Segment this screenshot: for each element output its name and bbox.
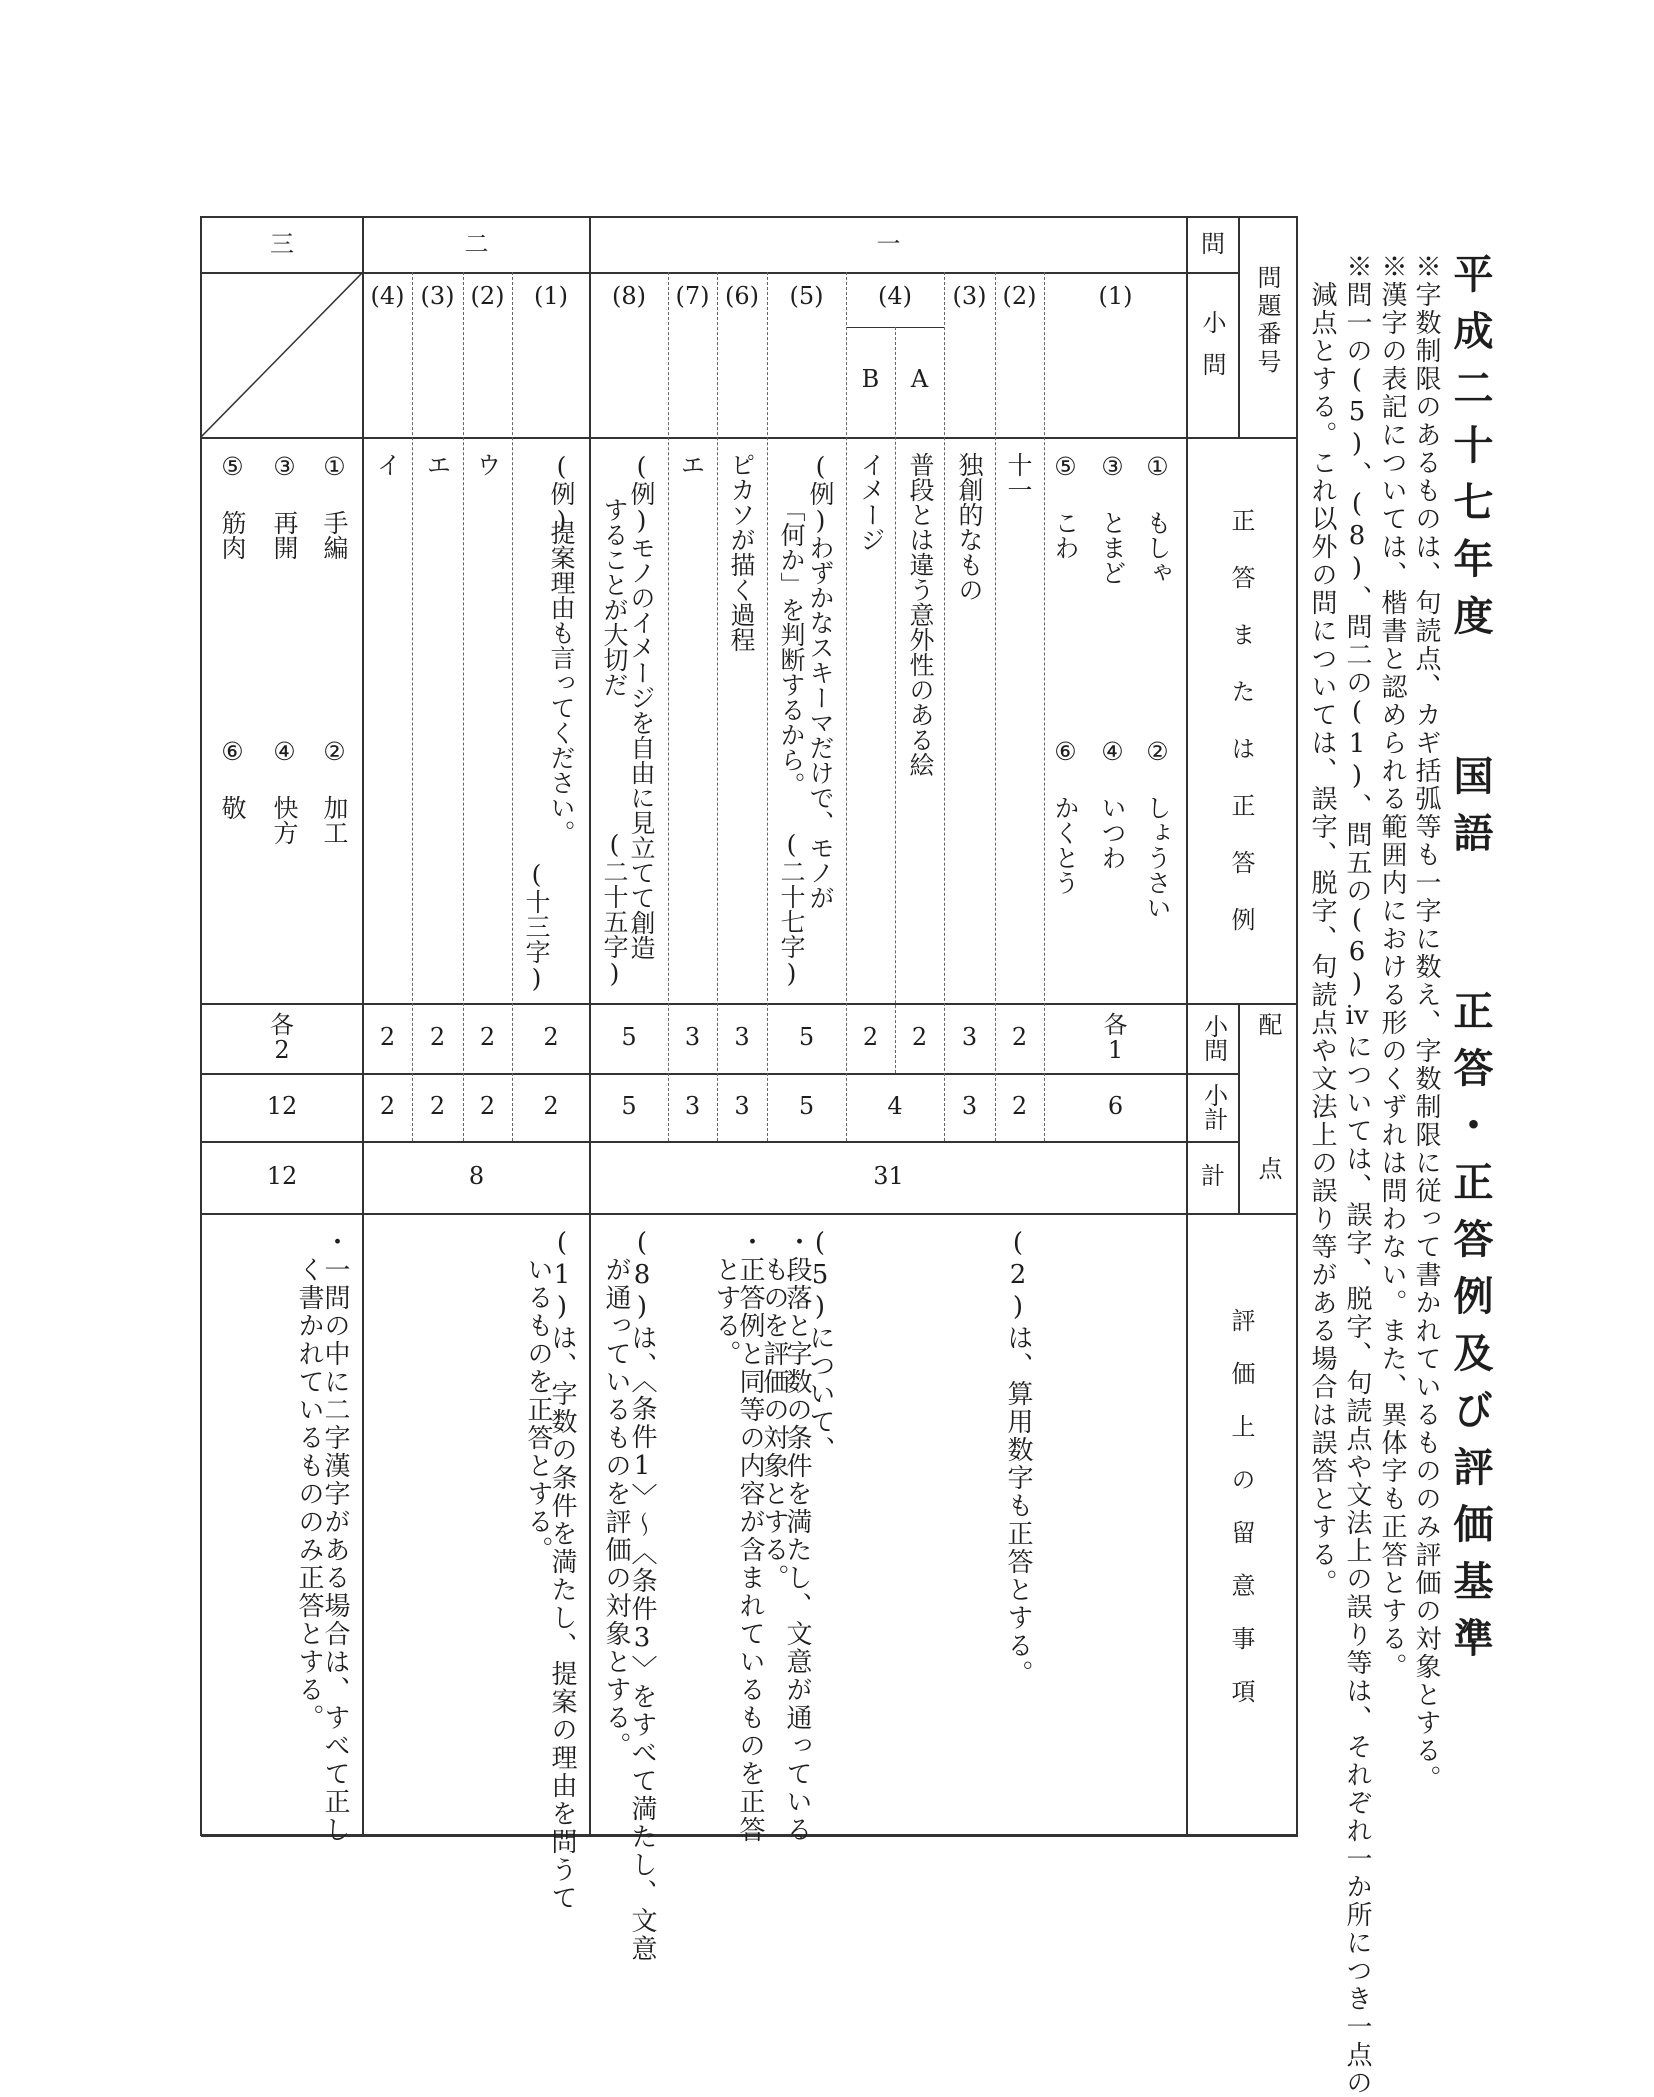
table-border-right <box>1296 216 1298 1836</box>
points-shokei-q1-4: 4 <box>887 1092 903 1121</box>
header-q2: 二 <box>464 229 489 258</box>
points-shomon-q2-2: 2 <box>479 1023 496 1052</box>
header-shomon-points: 小問 <box>1199 1014 1228 1062</box>
general-note-4: 減点とする。これ以外の問については、誤字、脱字、句読点や文法上の誤り等がある場合は誤答とする。 <box>1307 281 1337 1597</box>
header-seito: 正答または正答例 <box>1227 508 1255 964</box>
col-dash <box>895 327 896 1073</box>
points-shomon-q1-2: 2 <box>1011 1023 1028 1052</box>
answer-number: ① <box>1143 452 1172 481</box>
answer-q2-4: イ <box>373 452 402 477</box>
points-shomon-q1-1: 各 1 <box>1103 1010 1128 1064</box>
answer-q1-4b: イメージ <box>857 452 886 552</box>
header-q1: 一 <box>876 229 901 258</box>
answer-text: もしゃ <box>1143 510 1172 585</box>
answer-number: ② <box>1143 737 1172 766</box>
row-line <box>201 437 1297 439</box>
general-note-1: ※字数制限のあるものは、句読点、カギ括弧等も一字に数え、字数制限に従って書かれているもののみ評価の対象とする。 <box>1411 253 1441 1793</box>
points-shomon-q2-3: 2 <box>429 1023 446 1052</box>
subheader-q1-4: (4) <box>878 282 912 311</box>
remark-q1-5-line2: ・段落と字数の条件を満たし、文意が通っている <box>782 1228 812 1844</box>
points-shokei-q2-1: 2 <box>543 1092 559 1121</box>
subheader-q2-1: (1) <box>534 282 568 311</box>
answer-q2-1-count: (十三字) <box>522 860 551 993</box>
header-shomon: 小問 <box>1198 310 1226 394</box>
answer-q2-2: ウ <box>473 452 502 477</box>
general-note-2: ※漢字の表記については、楷書と認められる範囲内における形のくずれは問わない。また、異体字も正答とする。 <box>1377 253 1407 1681</box>
points-shomon-q2-4: 2 <box>379 1023 396 1052</box>
answer-number: ④ <box>270 737 299 766</box>
answer-q2-3: エ <box>423 452 452 477</box>
answer-text: 加工 <box>320 795 349 845</box>
answer-number: ③ <box>270 452 299 481</box>
subheader-q1-4-a: A <box>910 365 929 394</box>
answer-number: ① <box>320 452 349 481</box>
answer-q1-2: 十一 <box>1004 452 1033 502</box>
answer-text: かくとう <box>1051 795 1080 895</box>
points-shokei-q1-5: 5 <box>798 1092 815 1121</box>
answer-text: いつわ <box>1098 795 1127 870</box>
answer-q1-3: 独創的なもの <box>955 452 984 602</box>
points-shokei-q2-3: 2 <box>429 1092 446 1121</box>
header-mon: 問 <box>1201 229 1225 258</box>
answer-number: ⑤ <box>1051 452 1080 481</box>
subheader-q1-2: (2) <box>1002 282 1037 311</box>
remark-q3-line1: ・一問の中に二字漢字がある場合は、すべて正し <box>320 1228 350 1844</box>
answer-q1-8-line1: (例)モノのイメージを自由に見立てて創造 <box>627 452 656 960</box>
header-ryui: 評価上の留意事項 <box>1227 1308 1255 1732</box>
points-kei-q3: 12 <box>266 1162 298 1191</box>
answer-q2-1-example: (例) <box>547 452 576 535</box>
points-shomon-q1-7: 3 <box>684 1023 701 1052</box>
answer-text: 再開 <box>270 510 299 560</box>
answer-q1-7: エ <box>677 452 706 477</box>
document-title-year: 平成二十七年度 <box>1447 253 1494 652</box>
points-shomon-q1-4a: 2 <box>911 1023 928 1052</box>
answer-text: しょうさい <box>1143 795 1172 920</box>
subheader-q1-5: (5) <box>789 282 824 311</box>
answer-text: 筋肉 <box>218 510 247 560</box>
points-kei-q1: 31 <box>873 1162 904 1191</box>
remark-q2-1-line1: (1)は、字数の条件を満たし、提案の理由を問うて <box>547 1228 577 1912</box>
answer-q1-5-count: (二十七字) <box>777 830 806 988</box>
answer-number: ⑥ <box>218 737 247 766</box>
row-line <box>201 1213 1297 1215</box>
general-note-3: ※問一の(5)、(8)、問二の(1)、問五の(6)ⅳについては、誤字、脱字、句読点や文法上の誤り等は、それぞれ一か所につき一点の <box>1342 253 1372 2097</box>
subheader-q1-1: (1) <box>1098 282 1133 311</box>
answer-text: こわ <box>1051 510 1080 560</box>
points-shomon-q1-4b: 2 <box>862 1023 879 1052</box>
points-shomon-q2-1: 2 <box>543 1023 559 1052</box>
remark-q1-5-line5: とする。 <box>711 1256 741 1368</box>
points-shomon-q1-6: 3 <box>734 1023 750 1052</box>
document-title-main: 正答・正答例及び評価基準 <box>1447 990 1494 1674</box>
points-shomon-q1-3: 3 <box>961 1023 978 1052</box>
header-haiten: 配点 <box>1254 1012 1282 1300</box>
points-shokei-q1-3: 3 <box>961 1092 978 1121</box>
answer-text: とまど <box>1098 510 1127 585</box>
answer-q1-4a: 普段とは違う意外性のある絵 <box>906 452 935 777</box>
remark-q1-2: (2)は、算用数字も正答とする。 <box>1003 1228 1033 1688</box>
points-kei-q2: 8 <box>468 1162 485 1191</box>
points-shomon-q3: 各 2 <box>270 1010 294 1064</box>
points-shokei-q1-1: 6 <box>1107 1092 1124 1121</box>
remark-q1-8-line2: が通っているものを評価の対象とする。 <box>601 1256 631 1760</box>
subheader-q2-3: (3) <box>420 282 455 311</box>
header-shokei: 小計 <box>1199 1083 1228 1131</box>
remark-q1-8-line1: (8)は、〈条件1〉〜〈条件3〉をすべて満たし、文意 <box>627 1228 657 1963</box>
header-q3: 三 <box>270 229 294 258</box>
subheader-q1-7: (7) <box>675 282 710 311</box>
answer-q1-8-line2: することが大切だ <box>600 497 629 697</box>
points-shokei-q2-4: 2 <box>379 1092 396 1121</box>
document-title-subject: 国語 <box>1447 755 1494 869</box>
points-shokei-q1-6: 3 <box>734 1092 750 1121</box>
subheader-q1-8: (8) <box>612 282 646 311</box>
points-shokei-q1-7: 3 <box>684 1092 701 1121</box>
answer-number: ③ <box>1098 452 1127 481</box>
points-shokei-q2-2: 2 <box>479 1092 496 1121</box>
subheader-q2-4: (4) <box>370 282 405 311</box>
answer-number: ④ <box>1098 737 1127 766</box>
answer-q2-1-text: 提案理由も言ってください。 <box>547 520 576 845</box>
subheader-q1-4-b: B <box>861 365 880 394</box>
diagonal-line <box>201 272 363 437</box>
answer-number: ② <box>320 737 349 766</box>
answer-q1-6: ピカソが描く過程 <box>727 452 756 652</box>
subheader-q1-6: (6) <box>725 282 759 311</box>
points-shokei-q3: 12 <box>266 1092 298 1121</box>
points-shokei-q1-8: 5 <box>621 1092 637 1121</box>
points-shomon-q1-5: 5 <box>798 1023 815 1052</box>
answer-q1-5-line1: (例)わずかなスキーマだけで、モノが <box>806 452 835 910</box>
answer-q1-5-line2: 「何か」を判断するから。 <box>777 497 806 797</box>
subheader-q1-3: (3) <box>952 282 987 311</box>
remark-q2-1-line2: いるものを正答とする。 <box>523 1256 553 1564</box>
remark-q3-line2: く書かれているもののみ正答とする。 <box>294 1256 324 1732</box>
answer-q1-8-count: (二十五字) <box>600 830 629 988</box>
answer-text: 敬 <box>218 795 247 820</box>
remark-q1-5-line3: ものを評価の対象とする。 <box>759 1256 789 1592</box>
header-kei: 計 <box>1201 1162 1225 1191</box>
answer-text: 快方 <box>270 795 299 845</box>
answer-number: ⑥ <box>1051 737 1080 766</box>
subheader-q2-2: (2) <box>470 282 505 311</box>
remark-q1-5-line4: ・正答例と同等の内容が含まれているものを正答 <box>735 1228 765 1844</box>
header-mondai-bango: 問題番号 <box>1253 265 1281 377</box>
remark-q1-5-line1: (5)について、 <box>805 1228 835 1464</box>
points-shokei-q1-2: 2 <box>1011 1092 1028 1121</box>
answer-number: ⑤ <box>218 452 247 481</box>
points-shomon-q1-8: 5 <box>621 1023 637 1052</box>
answer-text: 手編 <box>320 510 349 560</box>
